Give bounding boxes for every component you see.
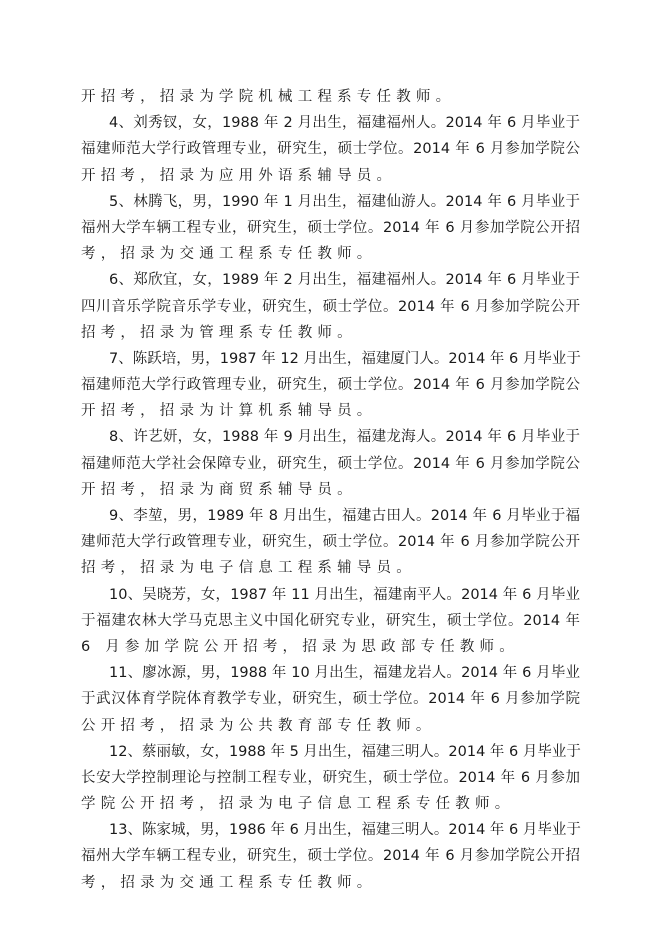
paragraph-line: 学院公开招考，招录为电子信息工程系专任教师。: [81, 796, 515, 813]
paragraph-line: 福建师范大学社会保障专业，研究生，硕士学位。2014 年 6 月参加学院公: [81, 455, 580, 472]
paragraph-line: 福州大学车辆工程专业，研究生，硕士学位。2014 年 6 月参加学院公开招: [81, 219, 580, 236]
paragraph-first-line: 10、吴晓芳，女，1987 年 11 月出生，福建南平人。2014 年 6 月毕业: [109, 586, 580, 603]
paragraph-first-line: 12、蔡丽敏，女，1988 年 5 月出生，福建三明人。2014 年 6 月毕业于: [109, 743, 581, 760]
paragraph-first-line: 7、陈跃培，男，1987 年 12 月出生，福建厦门人。2014 年 6 月毕业于: [109, 350, 581, 367]
paragraph-line: 福建师范大学行政管理专业，研究生，硕士学位。2014 年 6 月参加学院公: [81, 377, 580, 394]
paragraph-line: 公开招考，招录为公共教育部专任教师。: [81, 717, 436, 734]
paragraph-first-line: 4、刘秀钗，女，1988 年 2 月出生，福建福州人。2014 年 6 月毕业于: [109, 115, 580, 132]
paragraph-first-line: 8、许艺妍，女，1988 年 9 月出生，福建龙海人。2014 年 6 月毕业于: [109, 429, 580, 446]
paragraph-line: 于武汉体育学院体育教学专业，研究生，硕士学位。2014 年 6 月参加学院: [81, 691, 580, 708]
document-body: [81, 84, 580, 896]
paragraph-line: 福建师范大学行政管理专业，研究生，硕士学位。2014 年 6 月参加学院公: [81, 141, 580, 158]
paragraph-line: 于福建农林大学马克思主义中国化研究专业，研究生，硕士学位。2014 年: [81, 612, 580, 629]
paragraph-line: 四川音乐学院音乐学专业，研究生，硕士学位。2014 年 6 月参加学院公开: [81, 298, 580, 315]
paragraph-first-line: 11、廖冰源，男，1988 年 10 月出生，福建龙岩人。2014 年 6 月毕业: [109, 665, 580, 682]
paragraph-line: 开招考，招录为计算机系辅导员。: [81, 403, 377, 420]
paragraph-line: 招考，招录为管理系专任教师。: [81, 324, 357, 341]
paragraph-first-line: 5、林腾飞，男，1990 年 1 月出生，福建仙游人。2014 年 6 月毕业于: [109, 193, 580, 210]
paragraph-line: 长安大学控制理论与控制工程专业，研究生，硕士学位。2014 年 6 月参加: [81, 769, 580, 786]
paragraph-line: 6 月参加学院公开招考，招录为思政部专任教师。: [81, 638, 519, 655]
paragraph-first-line: 9、李堃，男，1989 年 8 月出生，福建古田人。2014 年 6 月毕业于福: [109, 508, 580, 524]
paragraph-first-line: 13、陈家城，男，1986 年 6 月出生，福建三明人。2014 年 6 月毕业于: [109, 822, 581, 839]
paragraph-line: 考，招录为交通工程系专任教师。: [81, 874, 377, 891]
paragraph-line: 考，招录为交通工程系专任教师。: [81, 246, 377, 263]
paragraph-first-line: 6、郑欣宜，女，1989 年 2 月出生，福建福州人。2014 年 6 月毕业于: [109, 272, 580, 289]
paragraph-line: 建师范大学行政管理专业，研究生，硕士学位。2014 年 6 月参加学院公开: [81, 534, 580, 551]
paragraph-line: 开招考，招录为学院机械工程系专任教师。: [81, 89, 456, 105]
paragraph-line: 开招考，招录为应用外语系辅导员。: [81, 167, 397, 184]
paragraph-line: 福州大学车辆工程专业，研究生，硕士学位。2014 年 6 月参加学院公开招: [81, 848, 580, 865]
paragraph-line: 招考，招录为电子信息工程系辅导员。: [81, 560, 416, 577]
paragraph-line: 开招考，招录为商贸系辅导员。: [81, 481, 357, 498]
